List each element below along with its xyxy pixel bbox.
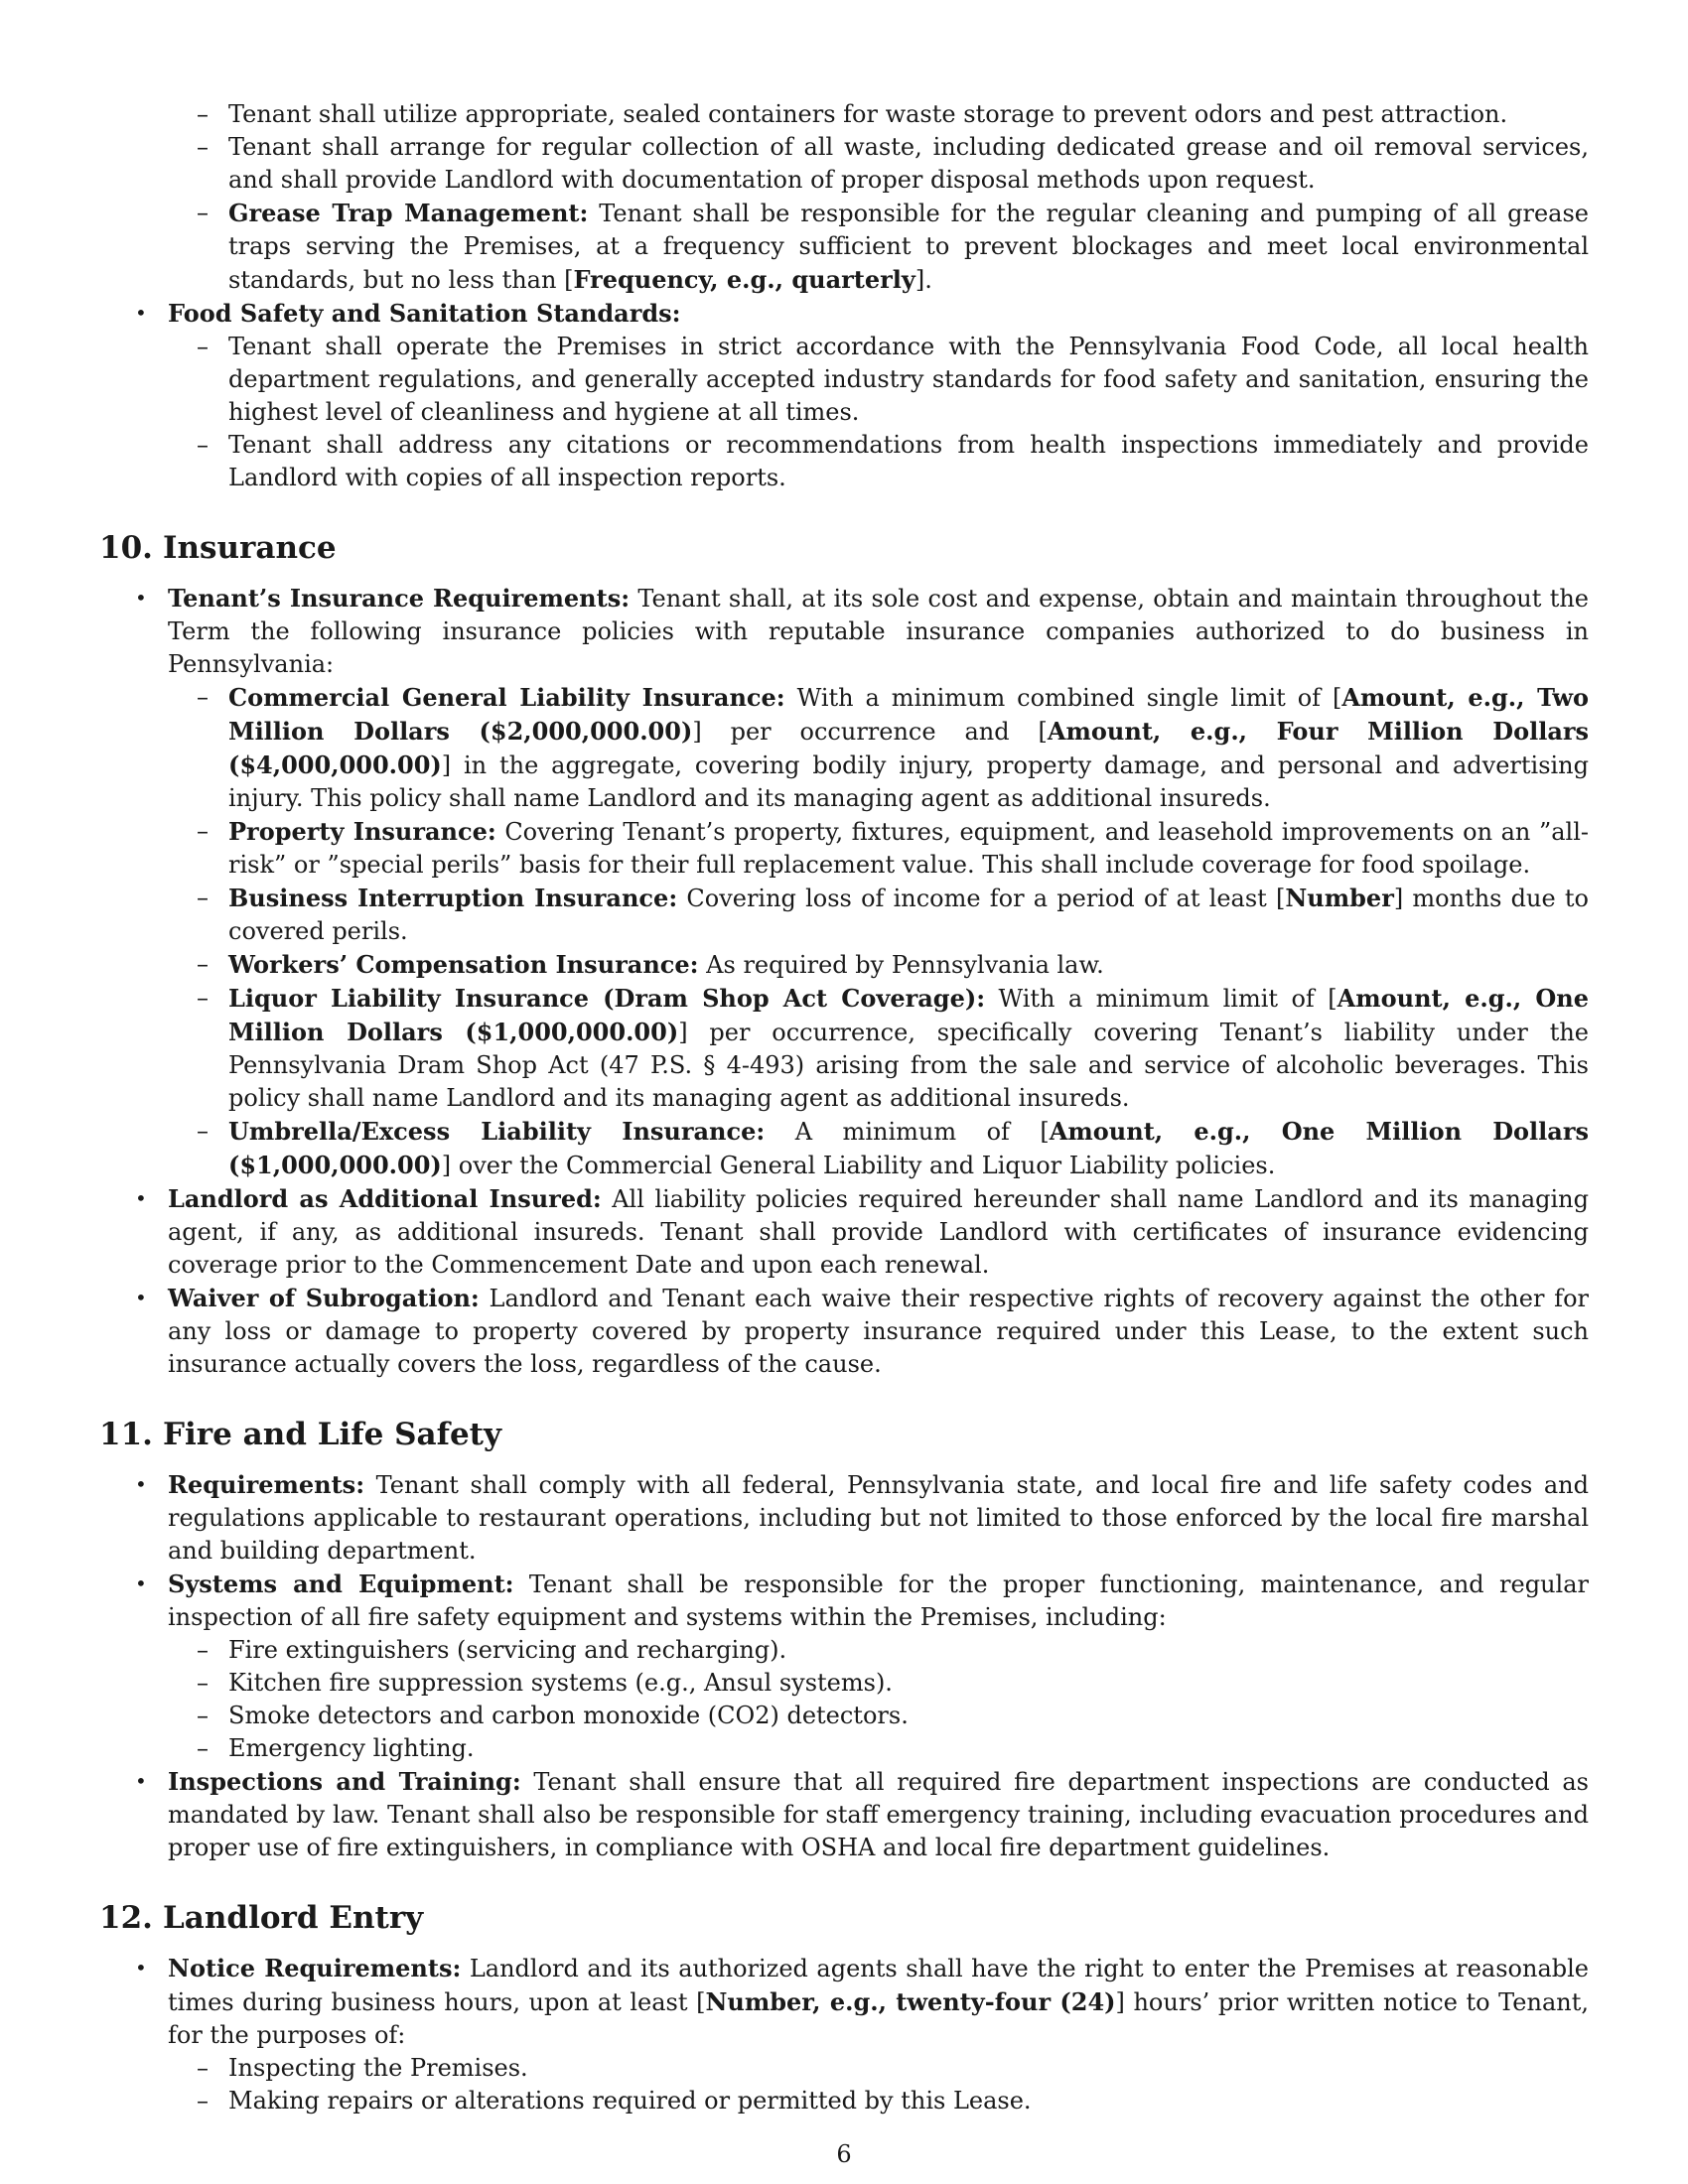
list-item: – Business Interruption Insurance: Covering loss of income for a period of at least [Number] months due to covered perils.: [197, 884, 1589, 945]
item-lead: Requirements:: [168, 1470, 365, 1499]
list-item: – Tenant shall arrange for regular collection of all waste, including dedicated grease and oil removal services, and shall provide Landlord with documentation of proper disposal methods upon request.: [197, 133, 1589, 194]
waste-sub-list: [99, 98, 1589, 297]
dash-marker: –: [197, 1117, 209, 1145]
list-item: – Making repairs or alterations required or permitted by this Lease.: [168, 2085, 1589, 2117]
list-item: – Tenant shall operate the Premises in strict accordance with the Pennsylvania Food Code, all local health department regulations, and generally accepted industry standards for food safety and sanitation, ensuring the highest level of cleanliness and hygiene at all times.: [197, 333, 1589, 426]
list-item: • Systems and Equipment: Tenant shall be responsible for the proper functioning, maintenance, and regular inspection of all fire safety equipment and systems within the Premises, including: – Fire extinguishers (servicing and recharging). – Kitchen fire suppression systems (e.g., Ansul systems). – Smoke detectors and carbon monoxide (CO2) detectors. – Emergency lighting.: [99, 1568, 1589, 1765]
item-lead: Tenant’s Insurance Requirements:: [168, 584, 631, 613]
section-heading: 10. Insurance: [99, 530, 337, 566]
list-item: – Liquor Liability Insurance (Dram Shop Act Coverage): With a minimum limit of [Amount, e.g., One Million Dollars ($1,000,000.00)] per occurrence, specifically covering Tenant’s liability under the Pennsylvania Dram Shop Act (47 P.S. § 4-493) arising from the sale and service of alcoholic beverages. This policy shall name Landlord and its managing agent as additional insureds.: [197, 984, 1590, 1112]
item-lead: Notice Requirements:: [168, 1954, 462, 1982]
item-lead: Liquor Liability Insurance (Dram Shop Act Coverage):: [228, 984, 986, 1013]
bullet-marker: •: [135, 301, 147, 325]
dash-marker: –: [197, 683, 209, 711]
section-insurance: [99, 528, 1589, 1381]
dash-marker: –: [197, 2054, 209, 2082]
dash-marker: –: [197, 984, 209, 1012]
placeholder: Number: [1285, 884, 1394, 912]
dash-marker: –: [197, 1669, 209, 1697]
bullet-marker: •: [135, 1769, 147, 1793]
item-lead: Workers’ Compensation Insurance:: [228, 950, 699, 979]
bullet-marker: •: [135, 1571, 147, 1595]
bullet-marker: •: [135, 1956, 147, 1979]
list-item: – Emergency lighting.: [168, 1732, 1589, 1765]
list-item: – Fire extinguishers (servicing and recharging).: [168, 1634, 1589, 1667]
dash-marker: –: [197, 133, 209, 161]
dash-marker: –: [197, 884, 209, 911]
dash-marker: –: [197, 817, 209, 845]
list-item: – Workers’ Compensation Insurance: As required by Pennsylvania law.: [197, 950, 1104, 979]
dash-marker: –: [197, 1734, 209, 1762]
dash-marker: –: [197, 199, 209, 226]
list-item: – Tenant shall address any citations or recommendations from health inspections immediately and provide Landlord with copies of all inspection reports.: [197, 431, 1589, 491]
list-item: – Smoke detectors and carbon monoxide (CO2) detectors.: [168, 1700, 1589, 1732]
placeholder: Amount, e.g., One Million Dollars ($1,000,000.00): [228, 1117, 1589, 1179]
dash-marker: –: [197, 1702, 209, 1729]
list-item: – Commercial General Liability Insurance: With a minimum combined single limit of [Amount, e.g., Two Million Dollars ($2,000,000.00)] per occurrence and [Amount, e.g., Four Million Dollars ($4,000,000.00)] in the aggregate, covering bodily injury, property damage, and personal and advertising injury. This policy shall name Landlord and its managing agent as additional insureds.: [197, 683, 1590, 812]
placeholder: Number, e.g., twenty-four (24): [705, 1987, 1116, 2016]
list-item: • Tenant’s Insurance Requirements: Tenant shall, at its sole cost and expense, obtain and maintain throughout the Term the following insurance policies with reputable insurance companies authorized to do business in Pennsylvania: – Commercial General Liability Insurance: With a minimum combined single limit of [Amount, e.g., Two Million Dollars ($2,000,000.00)] per occurrence and [Amount, e.g., Four Million Dollars ($4,000,000.00)] in the aggregate, covering bodily injury, property damage, and personal and advertising injury. This policy shall name Landlord and its managing agent as additional insureds. – Property Insurance: Covering Tenant’s property, fixtures, equipment, and leasehold improvements on an ”all-risk” or ”special perils” basis for their full replacement value. This shall include coverage for food spoilage. – Business Interruption Insurance: Covering loss of income for a period of at least [Number] months due to covered perils. – Workers’ Compensation Insurance: As required by Pennsylvania law. – Liquor Liability Insurance (Dram Shop Act Coverage): With a minimum limit of [Amount, e.g., One Million Dollars ($1,000,000.00)] per occurrence, specifically covering Tenant’s liability under the Pennsylvania Dram Shop Act (47 P.S. § 4-493) arising from the sale and service of alcoholic beverages. This policy shall name Landlord and its managing agent as additional insureds. – Umbrella/Excess Liability Insurance: A minimum of [Amount, e.g., One Million Dollars ($1,000,000.00)] over the Commercial General Liability and Liquor Liability policies.: [99, 582, 1589, 1182]
bullet-marker: •: [135, 586, 147, 610]
item-lead: Grease Trap Management:: [228, 199, 589, 227]
item-lead: Waiver of Subrogation:: [168, 1284, 480, 1312]
dash-marker: –: [197, 1636, 209, 1664]
list-item: • Requirements: Tenant shall comply with all federal, Pennsylvania state, and local fire and life safety codes and regulations applicable to restaurant operations, including but not limited to those enforced by the local fire marshal and building department.: [135, 1470, 1589, 1565]
placeholder: Frequency, e.g., quarterly: [573, 265, 915, 294]
item-lead: Umbrella/Excess Liability Insurance:: [228, 1117, 766, 1146]
item-lead: Food Safety and Sanitation Standards:: [168, 299, 681, 328]
dash-marker: –: [197, 100, 209, 128]
list-item: • Waiver of Subrogation: Landlord and Tenant each waive their respective rights of recovery against the other for any loss or damage to property covered by property insurance required under this Lease, to the extent such insurance actually covers the loss, regardless of the cause.: [135, 1284, 1589, 1378]
list-item: – Kitchen fire suppression systems (e.g., Ansul systems).: [168, 1667, 1589, 1700]
dash-marker: –: [197, 333, 209, 360]
dash-marker: –: [197, 2087, 209, 2115]
item-lead: Inspections and Training:: [168, 1767, 521, 1796]
dash-marker: –: [197, 950, 209, 978]
list-item: – Umbrella/Excess Liability Insurance: A minimum of [Amount, e.g., One Million Dollars ($1,000,000.00)] over the Commercial General Liability and Liquor Liability policies.: [197, 1117, 1589, 1179]
list-item: – Inspecting the Premises.: [168, 2052, 1589, 2085]
item-lead: Systems and Equipment:: [168, 1570, 514, 1598]
section-heading: 12. Landlord Entry: [99, 1900, 424, 1936]
list-item: – Grease Trap Management: Tenant shall be responsible for the regular cleaning and pumping of all grease traps serving the Premises, at a frequency sufficient to prevent blockages and meet local environmental standards, but no less than [Frequency, e.g., quarterly].: [197, 199, 1589, 294]
list-item: – Property Insurance: Covering Tenant’s property, fixtures, equipment, and leasehold improvements on an ”all-risk” or ”special perils” basis for their full replacement value. This shall include coverage for food spoilage.: [197, 817, 1589, 879]
section-landlord-entry: [99, 1898, 1589, 2117]
list-item: • Notice Requirements: Landlord and its authorized agents shall have the right to enter the Premises at reasonable times during business hours, upon at least [Number, e.g., twenty-four (24)] hours’ prior written notice to Tenant, for the purposes of: – Inspecting the Premises. – Making repairs or alterations required or permitted by this Lease.: [99, 1952, 1589, 2117]
item-lead: Landlord as Additional Insured:: [168, 1184, 602, 1213]
placeholder: Amount, e.g., Two Million Dollars ($2,000,000.00): [228, 683, 1589, 746]
bullet-marker: •: [135, 1186, 147, 1210]
item-lead: Commercial General Liability Insurance:: [228, 683, 785, 712]
item-lead: Property Insurance:: [228, 817, 496, 846]
list-item: • Inspections and Training: Tenant shall ensure that all required fire department inspections are conducted as mandated by law. Tenant shall also be responsible for staff emergency training, including evacuation procedures and proper use of fire extinguishers, in compliance with OSHA and local fire department guidelines.: [135, 1767, 1589, 1861]
page-content: [99, 98, 1589, 2117]
placeholder: Amount, e.g., Four Million Dollars ($4,000,000.00): [228, 717, 1590, 779]
section-fire-life-safety: [99, 1415, 1589, 1864]
food-safety-list: [99, 297, 1589, 494]
placeholder: Amount, e.g., One Million Dollars ($1,000,000.00): [228, 984, 1589, 1046]
bullet-marker: •: [135, 1286, 147, 1309]
dash-marker: –: [197, 431, 209, 459]
page-number: 6: [836, 2140, 852, 2168]
list-item: • Landlord as Additional Insured: All liability policies required hereunder shall name Landlord and its managing agent, if any, as additional insureds. Tenant shall provide Landlord with certificates of insurance evidencing coverage prior to the Commencement Date and upon each renewal.: [135, 1184, 1589, 1279]
bullet-marker: •: [135, 1472, 147, 1496]
list-item: [99, 297, 1589, 494]
list-item: – Tenant shall utilize appropriate, sealed containers for waste storage to prevent odors and pest attraction.: [99, 98, 1589, 131]
item-lead: Business Interruption Insurance:: [228, 884, 678, 912]
section-heading: 11. Fire and Life Safety: [99, 1417, 502, 1452]
